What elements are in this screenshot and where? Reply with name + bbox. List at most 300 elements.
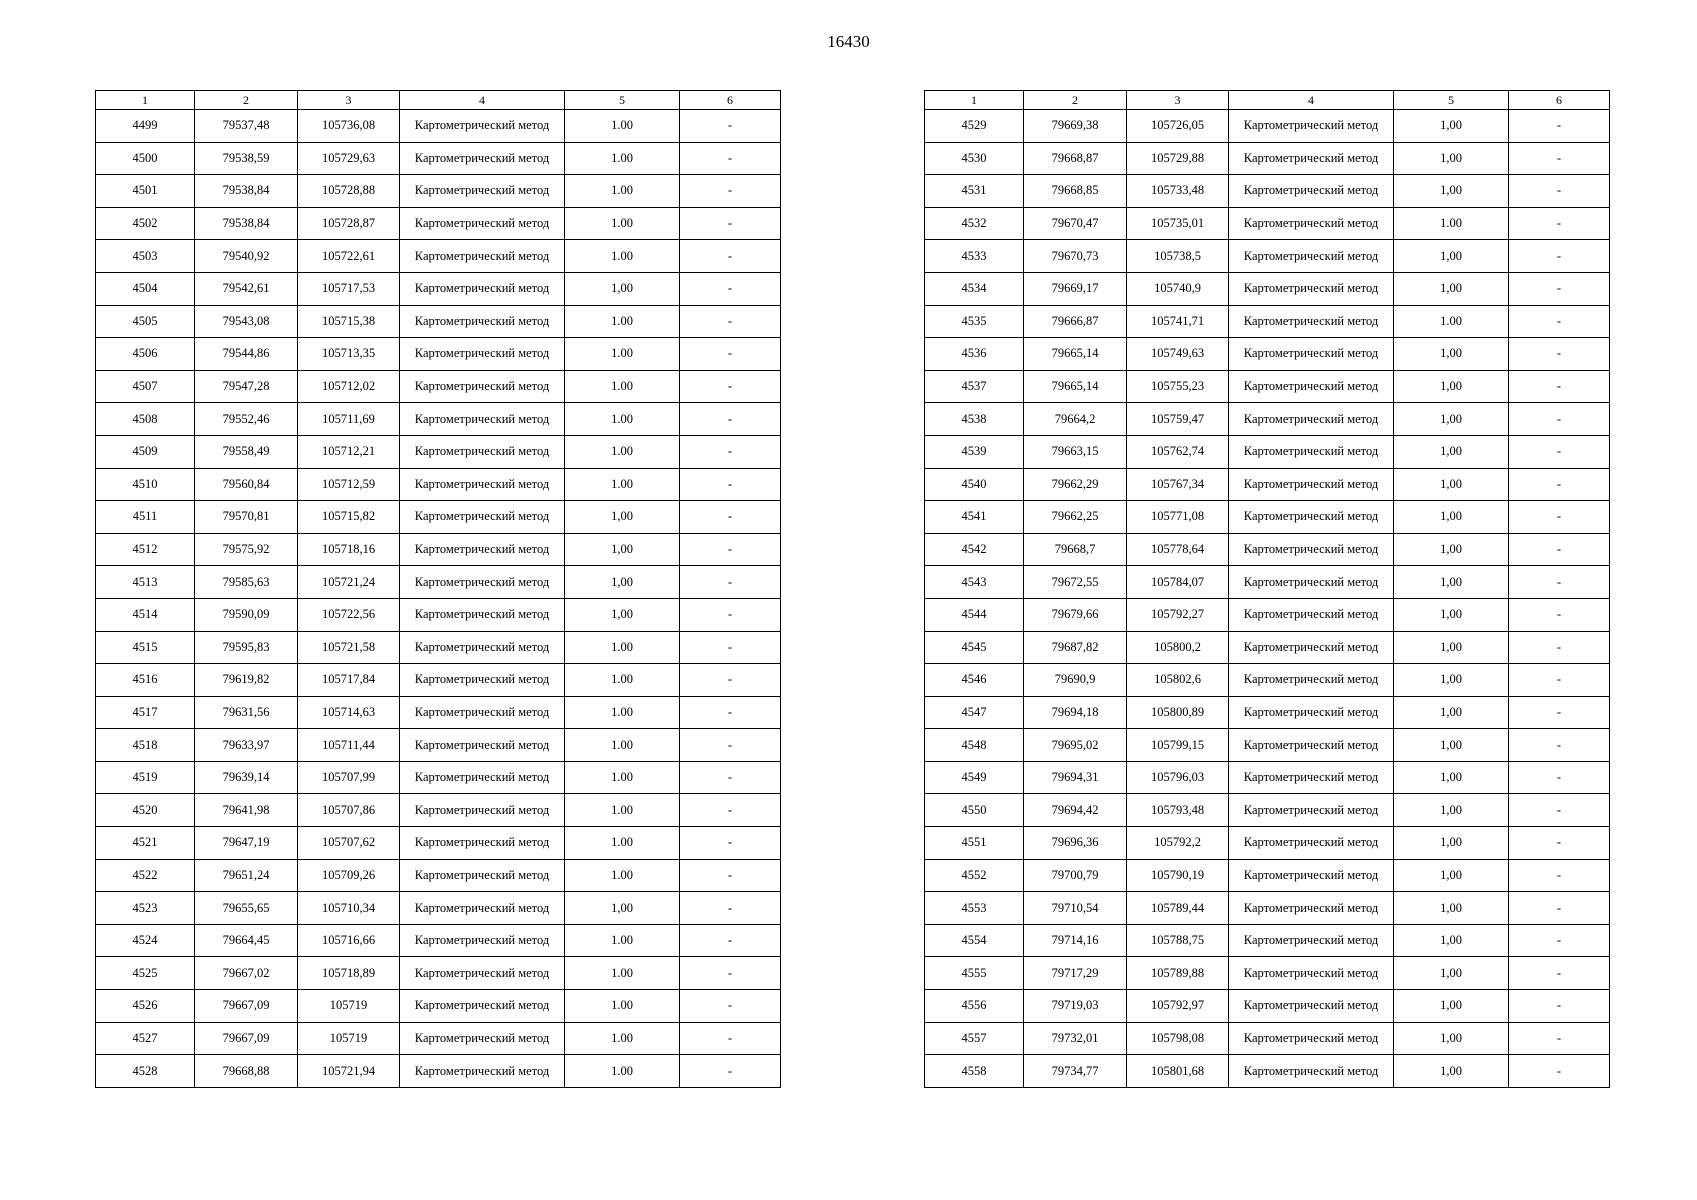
column-header: 1	[96, 91, 195, 110]
point-number-cell: 4515	[96, 631, 195, 664]
point-number-cell: 4527	[96, 1022, 195, 1055]
method-cell: Картометрический метод	[1229, 990, 1394, 1023]
note-cell: -	[1509, 1022, 1610, 1055]
point-number-cell: 4536	[925, 338, 1024, 371]
method-cell: Картометрический метод	[1229, 957, 1394, 990]
table-row	[96, 859, 781, 892]
x-coordinate-cell: 79694,18	[1024, 696, 1127, 729]
y-coordinate-cell: 105721,94	[298, 1055, 400, 1088]
y-coordinate-cell: 105792,27	[1127, 598, 1229, 631]
y-coordinate-cell: 105712,59	[298, 468, 400, 501]
table-row	[96, 1022, 781, 1055]
table-row	[925, 566, 1610, 599]
note-cell: -	[680, 598, 781, 631]
table-row	[925, 110, 1610, 143]
page-number: 16430	[827, 32, 870, 51]
x-coordinate-cell: 79669,38	[1024, 110, 1127, 143]
note-cell: -	[1509, 859, 1610, 892]
y-coordinate-cell: 105789,44	[1127, 892, 1229, 925]
accuracy-cell: 1,00	[1394, 501, 1509, 534]
accuracy-cell: 1,00	[1394, 240, 1509, 273]
accuracy-cell: 1,00	[1394, 533, 1509, 566]
accuracy-cell: 1.00	[565, 435, 680, 468]
method-cell: Картометрический метод	[400, 1022, 565, 1055]
column-header: 6	[680, 91, 781, 110]
point-number-cell: 4509	[96, 435, 195, 468]
method-cell: Картометрический метод	[400, 207, 565, 240]
x-coordinate-cell: 79667,09	[195, 990, 298, 1023]
accuracy-cell: 1.00	[565, 664, 680, 697]
table-row	[925, 338, 1610, 371]
accuracy-cell: 1.00	[565, 924, 680, 957]
y-coordinate-cell: 105722,61	[298, 240, 400, 273]
point-number-cell: 4525	[96, 957, 195, 990]
accuracy-cell: 1,00	[565, 566, 680, 599]
point-number-cell: 4506	[96, 338, 195, 371]
point-number-cell: 4505	[96, 305, 195, 338]
y-coordinate-cell: 105759,47	[1127, 403, 1229, 436]
note-cell: -	[1509, 110, 1610, 143]
accuracy-cell: 1,00	[565, 892, 680, 925]
note-cell: -	[680, 631, 781, 664]
method-cell: Картометрический метод	[400, 533, 565, 566]
table-row	[925, 501, 1610, 534]
accuracy-cell: 1,00	[1394, 892, 1509, 925]
point-number-cell: 4535	[925, 305, 1024, 338]
method-cell: Картометрический метод	[400, 403, 565, 436]
y-coordinate-cell: 105733,48	[1127, 175, 1229, 208]
x-coordinate-cell: 79679,66	[1024, 598, 1127, 631]
y-coordinate-cell: 105721,58	[298, 631, 400, 664]
table-row	[96, 435, 781, 468]
x-coordinate-cell: 79547,28	[195, 370, 298, 403]
point-number-cell: 4501	[96, 175, 195, 208]
table-row	[96, 664, 781, 697]
table-row	[925, 175, 1610, 208]
y-coordinate-cell: 105718,89	[298, 957, 400, 990]
table-row	[925, 761, 1610, 794]
table-row	[925, 272, 1610, 305]
note-cell: -	[1509, 501, 1610, 534]
note-cell: -	[1509, 240, 1610, 273]
x-coordinate-cell: 79537,48	[195, 110, 298, 143]
note-cell: -	[1509, 142, 1610, 175]
accuracy-cell: 1,00	[1394, 827, 1509, 860]
note-cell: -	[680, 1055, 781, 1088]
column-header: 3	[1127, 91, 1229, 110]
point-number-cell: 4519	[96, 761, 195, 794]
note-cell: -	[1509, 468, 1610, 501]
accuracy-cell: 1,00	[565, 272, 680, 305]
x-coordinate-cell: 79695,02	[1024, 729, 1127, 762]
point-number-cell: 4556	[925, 990, 1024, 1023]
note-cell: -	[680, 729, 781, 762]
table-row	[96, 957, 781, 990]
note-cell: -	[1509, 664, 1610, 697]
table-row	[925, 1022, 1610, 1055]
accuracy-cell: 1,00	[1394, 794, 1509, 827]
point-number-cell: 4502	[96, 207, 195, 240]
point-number-cell: 4532	[925, 207, 1024, 240]
column-header: 2	[1024, 91, 1127, 110]
note-cell: -	[1509, 631, 1610, 664]
method-cell: Картометрический метод	[400, 729, 565, 762]
method-cell: Картометрический метод	[1229, 664, 1394, 697]
table-row	[96, 207, 781, 240]
y-coordinate-cell: 105726,05	[1127, 110, 1229, 143]
x-coordinate-cell: 79694,42	[1024, 794, 1127, 827]
table-row	[925, 403, 1610, 436]
method-cell: Картометрический метод	[400, 827, 565, 860]
accuracy-cell: 1.00	[565, 794, 680, 827]
column-header: 3	[298, 91, 400, 110]
column-header: 4	[400, 91, 565, 110]
note-cell: -	[680, 468, 781, 501]
table-row	[925, 468, 1610, 501]
x-coordinate-cell: 79633,97	[195, 729, 298, 762]
method-cell: Картометрический метод	[400, 598, 565, 631]
note-cell: -	[1509, 696, 1610, 729]
accuracy-cell: 1.00	[565, 175, 680, 208]
y-coordinate-cell: 105717,84	[298, 664, 400, 697]
note-cell: -	[1509, 403, 1610, 436]
x-coordinate-cell: 79687,82	[1024, 631, 1127, 664]
column-header: 4	[1229, 91, 1394, 110]
table-row	[96, 892, 781, 925]
x-coordinate-cell: 79665,14	[1024, 370, 1127, 403]
x-coordinate-cell: 79717,29	[1024, 957, 1127, 990]
point-number-cell: 4558	[925, 1055, 1024, 1088]
accuracy-cell: 1.00	[565, 240, 680, 273]
y-coordinate-cell: 105718,16	[298, 533, 400, 566]
table-row	[96, 924, 781, 957]
accuracy-cell: 1,00	[1394, 924, 1509, 957]
accuracy-cell: 1.00	[565, 729, 680, 762]
y-coordinate-cell: 105771,08	[1127, 501, 1229, 534]
point-number-cell: 4540	[925, 468, 1024, 501]
point-number-cell: 4542	[925, 533, 1024, 566]
method-cell: Картометрический метод	[1229, 370, 1394, 403]
y-coordinate-cell: 105736,08	[298, 110, 400, 143]
table-row	[925, 892, 1610, 925]
table-row	[925, 370, 1610, 403]
x-coordinate-cell: 79542,61	[195, 272, 298, 305]
point-number-cell: 4550	[925, 794, 1024, 827]
method-cell: Картометрический метод	[400, 272, 565, 305]
x-coordinate-cell: 79651,24	[195, 859, 298, 892]
x-coordinate-cell: 79560,84	[195, 468, 298, 501]
y-coordinate-cell: 105738,5	[1127, 240, 1229, 273]
y-coordinate-cell: 105789,88	[1127, 957, 1229, 990]
accuracy-cell: 1,00	[1394, 990, 1509, 1023]
y-coordinate-cell: 105714,63	[298, 696, 400, 729]
accuracy-cell: 1.00	[565, 207, 680, 240]
x-coordinate-cell: 79710,54	[1024, 892, 1127, 925]
table-body	[96, 110, 781, 1088]
table-row	[96, 566, 781, 599]
table-row	[925, 240, 1610, 273]
note-cell: -	[680, 990, 781, 1023]
note-cell: -	[680, 664, 781, 697]
x-coordinate-cell: 79667,09	[195, 1022, 298, 1055]
x-coordinate-cell: 79665,14	[1024, 338, 1127, 371]
method-cell: Картометрический метод	[1229, 598, 1394, 631]
method-cell: Картометрический метод	[400, 892, 565, 925]
note-cell: -	[680, 240, 781, 273]
table-row	[925, 1055, 1610, 1088]
accuracy-cell: 1,00	[1394, 761, 1509, 794]
y-coordinate-cell: 105711,69	[298, 403, 400, 436]
accuracy-cell: 1,00	[1394, 142, 1509, 175]
x-coordinate-cell: 79641,98	[195, 794, 298, 827]
accuracy-cell: 1.00	[565, 305, 680, 338]
method-cell: Картометрический метод	[400, 338, 565, 371]
x-coordinate-cell: 79663,15	[1024, 435, 1127, 468]
method-cell: Картометрический метод	[400, 110, 565, 143]
x-coordinate-cell: 79543,08	[195, 305, 298, 338]
table-row	[96, 794, 781, 827]
table-row	[925, 631, 1610, 664]
accuracy-cell: 1.00	[565, 827, 680, 860]
table-row	[96, 403, 781, 436]
x-coordinate-cell: 79668,87	[1024, 142, 1127, 175]
x-coordinate-cell: 79558,49	[195, 435, 298, 468]
y-coordinate-cell: 105801,68	[1127, 1055, 1229, 1088]
accuracy-cell: 1,00	[1394, 110, 1509, 143]
table-row	[925, 435, 1610, 468]
y-coordinate-cell: 105790,19	[1127, 859, 1229, 892]
point-number-cell: 4520	[96, 794, 195, 827]
note-cell: -	[680, 403, 781, 436]
y-coordinate-cell: 105740,9	[1127, 272, 1229, 305]
table-row	[96, 468, 781, 501]
y-coordinate-cell: 105707,99	[298, 761, 400, 794]
note-cell: -	[1509, 566, 1610, 599]
y-coordinate-cell: 105712,21	[298, 435, 400, 468]
method-cell: Картометрический метод	[1229, 338, 1394, 371]
method-cell: Картометрический метод	[1229, 305, 1394, 338]
x-coordinate-cell: 79694,31	[1024, 761, 1127, 794]
y-coordinate-cell: 105721,24	[298, 566, 400, 599]
y-coordinate-cell: 105749,63	[1127, 338, 1229, 371]
x-coordinate-cell: 79670,73	[1024, 240, 1127, 273]
note-cell: -	[1509, 370, 1610, 403]
point-number-cell: 4503	[96, 240, 195, 273]
table-row	[925, 142, 1610, 175]
method-cell: Картометрический метод	[400, 696, 565, 729]
note-cell: -	[680, 370, 781, 403]
note-cell: -	[1509, 729, 1610, 762]
point-number-cell: 4500	[96, 142, 195, 175]
note-cell: -	[1509, 175, 1610, 208]
point-number-cell: 4517	[96, 696, 195, 729]
table-row	[925, 305, 1610, 338]
method-cell: Картометрический метод	[1229, 435, 1394, 468]
method-cell: Картометрический метод	[400, 435, 565, 468]
y-coordinate-cell: 105800,89	[1127, 696, 1229, 729]
point-number-cell: 4524	[96, 924, 195, 957]
x-coordinate-cell: 79552,46	[195, 403, 298, 436]
accuracy-cell: 1,00	[1394, 664, 1509, 697]
table-row	[96, 370, 781, 403]
method-cell: Картометрический метод	[1229, 827, 1394, 860]
y-coordinate-cell: 105799,15	[1127, 729, 1229, 762]
point-number-cell: 4526	[96, 990, 195, 1023]
point-number-cell: 4543	[925, 566, 1024, 599]
y-coordinate-cell: 105722,56	[298, 598, 400, 631]
point-number-cell: 4504	[96, 272, 195, 305]
table-row	[96, 240, 781, 273]
note-cell: -	[680, 761, 781, 794]
note-cell: -	[680, 175, 781, 208]
point-number-cell: 4552	[925, 859, 1024, 892]
point-number-cell: 4499	[96, 110, 195, 143]
accuracy-cell: 1.00	[565, 761, 680, 794]
method-cell: Картометрический метод	[1229, 1022, 1394, 1055]
method-cell: Картометрический метод	[1229, 142, 1394, 175]
accuracy-cell: 1.00	[565, 338, 680, 371]
note-cell: -	[680, 924, 781, 957]
note-cell: -	[680, 1022, 781, 1055]
note-cell: -	[680, 957, 781, 990]
note-cell: -	[680, 533, 781, 566]
note-cell: -	[680, 892, 781, 925]
table-row	[925, 924, 1610, 957]
note-cell: -	[680, 272, 781, 305]
method-cell: Картометрический метод	[400, 924, 565, 957]
table-row	[925, 207, 1610, 240]
note-cell: -	[1509, 892, 1610, 925]
y-coordinate-cell: 105715,82	[298, 501, 400, 534]
point-number-cell: 4523	[96, 892, 195, 925]
note-cell: -	[1509, 207, 1610, 240]
note-cell: -	[1509, 761, 1610, 794]
point-number-cell: 4539	[925, 435, 1024, 468]
table-row	[925, 794, 1610, 827]
x-coordinate-cell: 79669,17	[1024, 272, 1127, 305]
point-number-cell: 4549	[925, 761, 1024, 794]
point-number-cell: 4555	[925, 957, 1024, 990]
accuracy-cell: 1,00	[565, 598, 680, 631]
method-cell: Картометрический метод	[1229, 924, 1394, 957]
point-number-cell: 4551	[925, 827, 1024, 860]
x-coordinate-cell: 79666,87	[1024, 305, 1127, 338]
table-row	[96, 1055, 781, 1088]
x-coordinate-cell: 79690,9	[1024, 664, 1127, 697]
column-header: 2	[195, 91, 298, 110]
x-coordinate-cell: 79664,2	[1024, 403, 1127, 436]
accuracy-cell: 1.00	[565, 110, 680, 143]
table-row	[96, 533, 781, 566]
table-row	[96, 272, 781, 305]
note-cell: -	[1509, 957, 1610, 990]
note-cell: -	[680, 142, 781, 175]
x-coordinate-cell: 79734,77	[1024, 1055, 1127, 1088]
accuracy-cell: 1.00	[565, 1055, 680, 1088]
method-cell: Картометрический метод	[1229, 501, 1394, 534]
y-coordinate-cell: 105729,88	[1127, 142, 1229, 175]
y-coordinate-cell: 105711,44	[298, 729, 400, 762]
method-cell: Картометрический метод	[400, 142, 565, 175]
accuracy-cell: 1,00	[1394, 957, 1509, 990]
method-cell: Картометрический метод	[400, 664, 565, 697]
note-cell: -	[1509, 990, 1610, 1023]
y-coordinate-cell: 105784,07	[1127, 566, 1229, 599]
x-coordinate-cell: 79668,85	[1024, 175, 1127, 208]
column-header: 6	[1509, 91, 1610, 110]
table-row	[96, 827, 781, 860]
accuracy-cell: 1.00	[565, 957, 680, 990]
x-coordinate-cell: 79631,56	[195, 696, 298, 729]
method-cell: Картометрический метод	[400, 794, 565, 827]
column-header: 5	[1394, 91, 1509, 110]
note-cell: -	[1509, 338, 1610, 371]
y-coordinate-cell: 105778,64	[1127, 533, 1229, 566]
y-coordinate-cell: 105709,26	[298, 859, 400, 892]
method-cell: Картометрический метод	[400, 370, 565, 403]
note-cell: -	[680, 566, 781, 599]
method-cell: Картометрический метод	[400, 1055, 565, 1088]
accuracy-cell: 1.00	[565, 142, 680, 175]
y-coordinate-cell: 105719	[298, 990, 400, 1023]
accuracy-cell: 1.00	[565, 859, 680, 892]
column-header: 5	[565, 91, 680, 110]
x-coordinate-cell: 79662,25	[1024, 501, 1127, 534]
x-coordinate-cell: 79647,19	[195, 827, 298, 860]
point-number-cell: 4528	[96, 1055, 195, 1088]
point-number-cell: 4553	[925, 892, 1024, 925]
table-row	[96, 990, 781, 1023]
point-number-cell: 4511	[96, 501, 195, 534]
accuracy-cell: 1,00	[1394, 370, 1509, 403]
accuracy-cell: 1,00	[1394, 1022, 1509, 1055]
accuracy-cell: 1,00	[1394, 859, 1509, 892]
method-cell: Картометрический метод	[400, 631, 565, 664]
table-row	[925, 957, 1610, 990]
accuracy-cell: 1,00	[1394, 403, 1509, 436]
x-coordinate-cell: 79696,36	[1024, 827, 1127, 860]
method-cell: Картометрический метод	[1229, 1055, 1394, 1088]
point-number-cell: 4513	[96, 566, 195, 599]
point-number-cell: 4516	[96, 664, 195, 697]
point-number-cell: 4512	[96, 533, 195, 566]
x-coordinate-cell: 79655,65	[195, 892, 298, 925]
accuracy-cell: 1,00	[1394, 468, 1509, 501]
x-coordinate-cell: 79667,02	[195, 957, 298, 990]
point-number-cell: 4541	[925, 501, 1024, 534]
accuracy-cell: 1.00	[565, 696, 680, 729]
method-cell: Картометрический метод	[1229, 696, 1394, 729]
method-cell: Картометрический метод	[1229, 892, 1394, 925]
accuracy-cell: 1,00	[1394, 696, 1509, 729]
method-cell: Картометрический метод	[1229, 110, 1394, 143]
note-cell: -	[1509, 924, 1610, 957]
y-coordinate-cell: 105716,66	[298, 924, 400, 957]
method-cell: Картометрический метод	[400, 990, 565, 1023]
x-coordinate-cell: 79538,84	[195, 207, 298, 240]
accuracy-cell: 1.00	[1394, 207, 1509, 240]
method-cell: Картометрический метод	[400, 501, 565, 534]
x-coordinate-cell: 79668,7	[1024, 533, 1127, 566]
x-coordinate-cell: 79732,01	[1024, 1022, 1127, 1055]
x-coordinate-cell: 79585,63	[195, 566, 298, 599]
note-cell: -	[680, 501, 781, 534]
y-coordinate-cell: 105793,48	[1127, 794, 1229, 827]
table-row	[925, 859, 1610, 892]
note-cell: -	[1509, 1055, 1610, 1088]
note-cell: -	[1509, 272, 1610, 305]
y-coordinate-cell: 105712,02	[298, 370, 400, 403]
